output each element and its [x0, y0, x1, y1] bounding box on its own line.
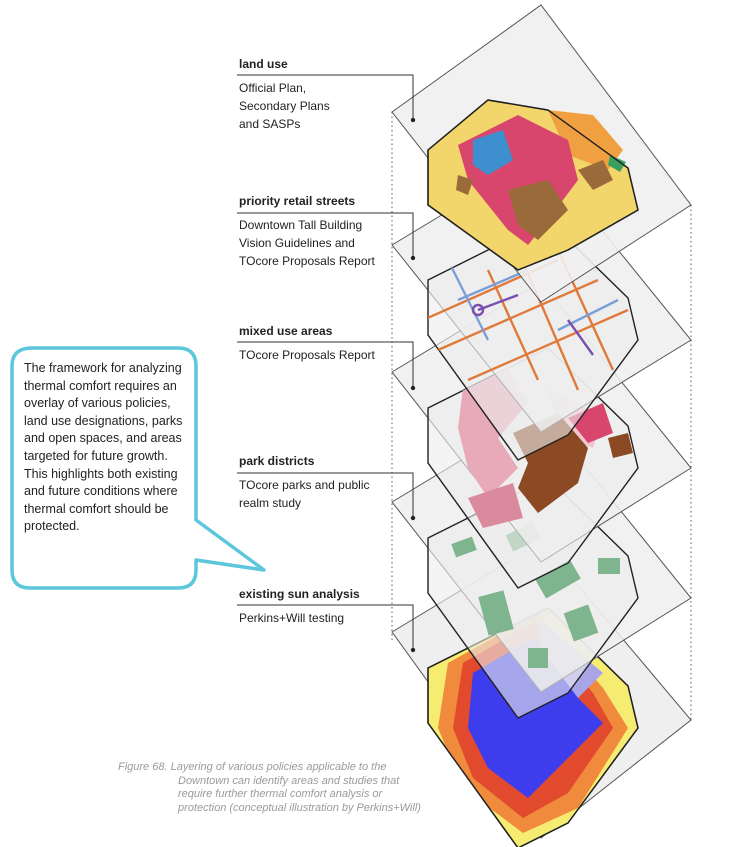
- label-sun-analysis: [239, 585, 414, 627]
- layer-source: TOcore Proposals Report: [239, 348, 375, 362]
- caption-line-1: Figure 68. Layering of various policies applicable to the: [118, 761, 387, 773]
- figure-caption: [118, 761, 423, 815]
- layer-title: mixed use areas: [239, 324, 333, 338]
- layer-title: park districts: [239, 454, 315, 468]
- callout-text: The framework for analyzing thermal comfort requires an overlay of various policies, land use designations, parks and open spaces, and areas targeted for future growth. This highlights both existing and future conditions where thermal comfort should be protected.: [24, 361, 183, 534]
- park-block: [528, 648, 548, 668]
- leader-dot: [411, 516, 415, 520]
- label-mixed-use: [239, 322, 414, 364]
- label-land-use: [239, 55, 414, 133]
- layer-title: priority retail streets: [239, 194, 356, 208]
- caption-rest: Downtown can identify areas and studies that require further thermal comfort analysis or protection (conceptual illustration by Perkins+Will): [178, 774, 421, 814]
- layer-source: Downtown Tall Building Vision Guidelines and TOcore Proposals Report: [239, 218, 375, 268]
- layer-source: TOcore parks and public realm study: [239, 478, 370, 510]
- layer-source: Official Plan, Secondary Plans and SASPs: [239, 81, 330, 131]
- label-retail-streets: [239, 192, 414, 270]
- leader-dot: [411, 386, 415, 390]
- park-block: [598, 558, 620, 574]
- leader-dot: [411, 648, 415, 652]
- layer-source: Perkins+Will testing: [239, 611, 345, 625]
- layer-title: existing sun analysis: [239, 587, 360, 601]
- label-park-districts: [239, 452, 414, 512]
- layer-title: land use: [239, 57, 288, 71]
